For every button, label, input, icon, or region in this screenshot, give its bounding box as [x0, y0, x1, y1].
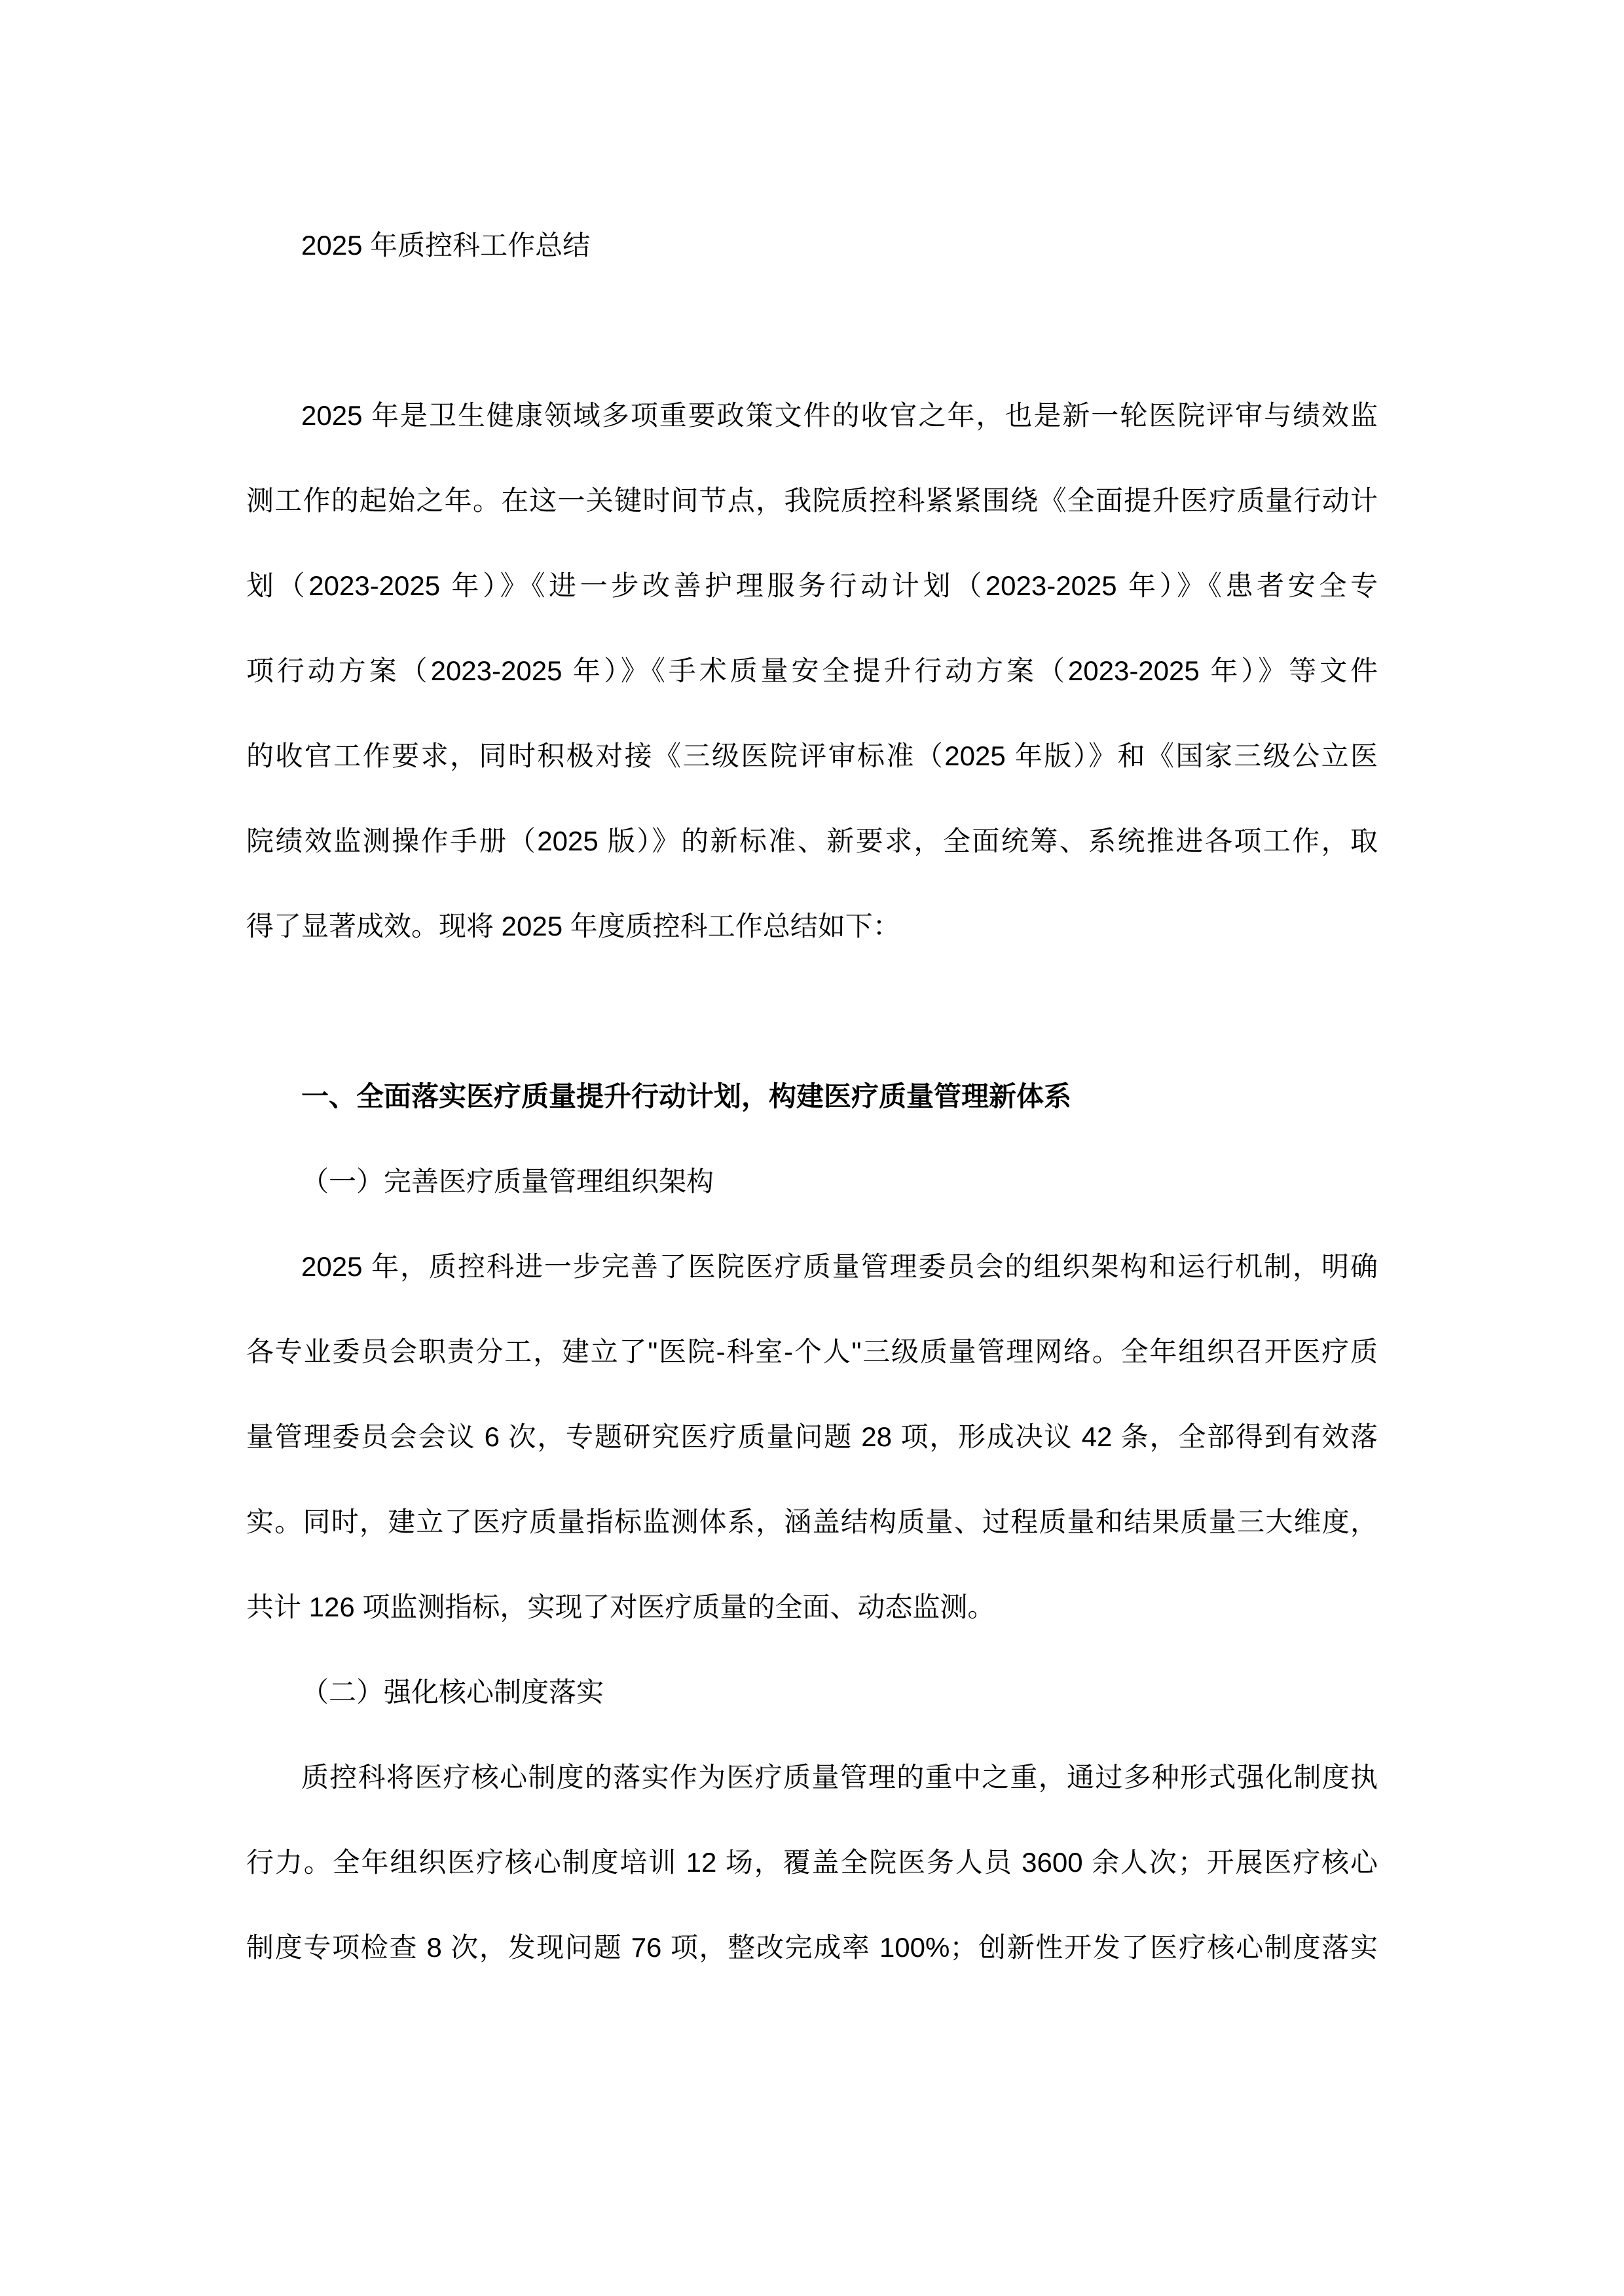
text-line: （一）完善医疗质量管理组织架构	[301, 1166, 714, 1197]
text-line: 2025 年质控科工作总结	[301, 230, 591, 261]
text-line: 得了显著成效。现将 2025 年度质控科工作总结如下：	[246, 911, 900, 941]
text-line: 项行动方案（2023-2025 年）》《手术质量安全提升行动方案（2023-2025 年）》等文件	[246, 655, 1378, 686]
text-line: 质控科将医疗核心制度的落实作为医疗质量管理的重中之重，通过多种形式强化制度执	[301, 1762, 1378, 1793]
intro-paragraph	[246, 373, 1378, 969]
text-line: 院绩效监测操作手册（2025 版）》的新标准、新要求，全面统筹、系统推进各项工作，取	[246, 826, 1378, 856]
text-line: 2025 年，质控科进一步完善了医院医疗质量管理委员会的组织架构和运行机制，明确	[301, 1251, 1378, 1282]
text-line: 的收官工作要求，同时积极对接《三级医院评审标准（2025 年版）》和《国家三级公立医	[246, 740, 1378, 771]
text-line: （二）强化核心制度落实	[301, 1677, 604, 1707]
section-1-1-heading	[246, 1139, 1378, 1224]
text-line: 2025 年是卫生健康领域多项重要政策文件的收官之年，也是新一轮医院评审与绩效监	[301, 400, 1378, 431]
text-line: 量管理委员会会议 6 次，专题研究医疗质量问题 28 项，形成决议 42 条，全部得到有效落	[246, 1421, 1378, 1452]
text-line: 共计 126 项监测指标，实现了对医疗质量的全面、动态监测。	[246, 1592, 995, 1622]
text-line: 行力。全年组织医疗核心制度培训 12 场，覆盖全院医务人员 3600 余人次；开展医疗核心	[246, 1847, 1378, 1878]
text-line: 制度专项检查 8 次，发现问题 76 项，整改完成率 100%；创新性开发了医疗核心制度落实	[246, 1932, 1378, 1963]
section-1-1-paragraph	[246, 1224, 1378, 1650]
doc-title	[246, 203, 1378, 288]
text-line: 实。同时，建立了医疗质量指标监测体系，涵盖结构质量、过程质量和结果质量三大维度，	[246, 1506, 1378, 1537]
section-1-2-heading	[246, 1650, 1378, 1735]
text-line: 测工作的起始之年。在这一关键时间节点，我院质控科紧紧围绕《全面提升医疗质量行动计	[246, 485, 1378, 516]
section-1-heading	[246, 1054, 1378, 1139]
text-line: 划（2023-2025 年）》《进一步改善护理服务行动计划（2023-2025 年）》《患者安全专	[246, 570, 1378, 601]
text-line: 各专业委员会职责分工，建立了"医院-科室-个人"三级质量管理网络。全年组织召开医疗质	[246, 1336, 1378, 1367]
text-line: 一、全面落实医疗质量提升行动计划，构建医疗质量管理新体系	[301, 1081, 1072, 1112]
section-1-2-paragraph	[246, 1735, 1378, 1990]
